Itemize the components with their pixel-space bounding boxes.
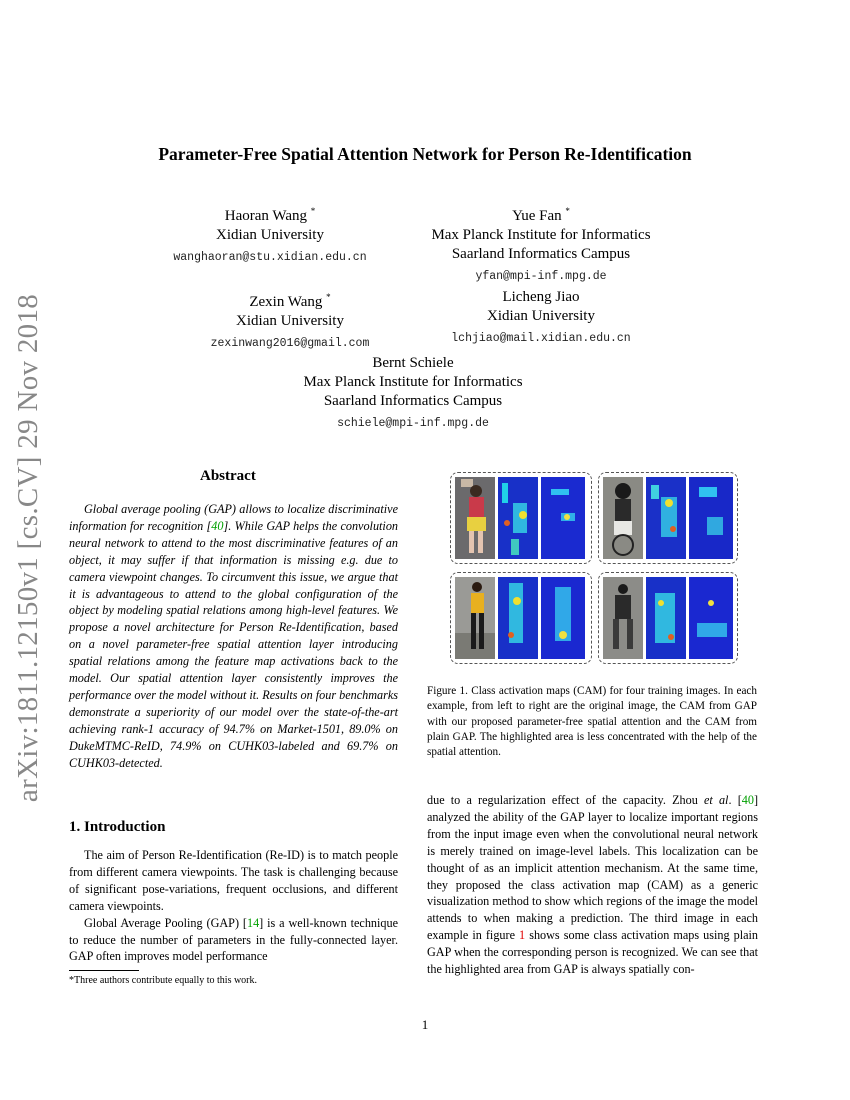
- cam-example-image: [599, 473, 737, 563]
- paragraph-text: . [: [728, 793, 742, 807]
- author-block: [400, 288, 682, 348]
- author-email[interactable]: schiele@mpi-inf.mpg.de: [337, 417, 489, 430]
- author-name: Haoran Wang: [224, 208, 307, 224]
- author-affiliation: Max Planck Institute for Informatics: [431, 227, 651, 243]
- author-mark: *: [326, 292, 331, 302]
- author-mark: *: [565, 206, 570, 216]
- author-block: [140, 202, 400, 267]
- figure-caption: Figure 1. Class activation maps (CAM) for four training images. In each example, from left to right are the original image, the CAM from GAP with our proposed parameter-free spatial attention and the CAM from plain GAP. The highlighted area is less concentrated with the help of the spatial attention.: [427, 685, 757, 759]
- paper-title: Parameter-Free Spatial Attention Network for Person Re-Identification: [158, 144, 692, 164]
- figure-panel: [598, 572, 738, 664]
- right-column-body: [427, 792, 758, 978]
- author-block: [0, 354, 826, 433]
- footnote-rule: [69, 970, 139, 971]
- cam-example-image: [451, 473, 591, 563]
- section-heading-introduction: 1. Introduction: [69, 819, 166, 835]
- author-affiliation: Xidian University: [236, 313, 344, 329]
- author-block: [160, 288, 420, 353]
- author-affiliation: Saarland Informatics Campus: [451, 246, 631, 262]
- cam-example-image: [451, 573, 591, 663]
- figure-panel: [450, 472, 592, 564]
- author-mark: *: [310, 206, 316, 216]
- author-email[interactable]: yfan@mpi-inf.mpg.de: [475, 270, 607, 283]
- figure-panel: [450, 572, 592, 664]
- abstract-text: ]. While GAP helps the convolution neural network to attend to the most discriminative features of an object, it may suffer if that information is missing e.g. due to camera viewpoint changes. To circumvent this issue, we argue that it is advantageous to attend to the global configuration of the object by modeling spatial relations among high-level features. We propose a novel architecture for Person Re-Identification, based on a novel parameter-free spatial attention layer introducing spatial relations among the feature map activations back to the model. Our spatial attention layer consistently improves the performance over the model without it. Results on four benchmarks demonstrate a superiority of our model over the state-of-the-art achieving rank-1 accuracy of 94.7% on Market-1501, 89.0% on DukeMTMC-ReID, 74.9% on CUHK03-labeled and 69.7% on CUHK03-detected.: [69, 518, 399, 770]
- author-email[interactable]: wanghaoran@stu.xidian.edu.cn: [173, 251, 367, 264]
- author-email[interactable]: zexinwang2016@gmail.com: [210, 337, 370, 350]
- citation-link[interactable]: 14: [246, 915, 260, 930]
- author-name: Licheng Jiao: [502, 289, 580, 305]
- author-name: Zexin Wang: [249, 294, 323, 310]
- paragraph-text: ] is a well-known technique to reduce the number of parameters in the fully-connected layer. GAP often improves model performance: [69, 915, 398, 964]
- abstract-text: Global average pooling (GAP) allows to localize discriminative information for recognition [: [69, 502, 398, 533]
- author-email[interactable]: lchjiao@mail.xidian.edu.cn: [451, 332, 631, 345]
- citation-link[interactable]: 40: [741, 793, 754, 807]
- paragraph-text: ] analyzed the ability of the GAP layer to localize important regions from the input image even when the convolutional neural network is merely trained on image-level labels. This localization can be thought of as an implicit attention mechanism. At the same time, they proposed the class activation map (CAM) as a generic visualization method to show which regions of the image the model attends to when making a prediction. The third image in each example in figure: [427, 793, 758, 943]
- figure-panel: [598, 472, 738, 564]
- author-name: Bernt Schiele: [372, 355, 454, 371]
- abstract-heading: Abstract: [200, 468, 256, 484]
- paragraph-text: shows some class activation maps using plain GAP when the corresponding person is recognized. We can see that the highlighted area from GAP is always spatially con-: [427, 928, 758, 977]
- figure-1: [450, 472, 738, 664]
- cam-example-image: [599, 573, 737, 663]
- arxiv-stamp: arXiv:1811.12150v1 [cs.CV] 29 Nov 2018: [12, 293, 44, 803]
- footnote: *Three authors contribute equally to this work.: [69, 975, 258, 986]
- paragraph: [69, 915, 398, 966]
- author-affiliation: Saarland Informatics Campus: [323, 393, 503, 409]
- paragraph-text: et al: [703, 793, 729, 807]
- intro-body: [69, 847, 398, 965]
- abstract-body: [69, 501, 398, 772]
- author-name: Yue Fan: [512, 208, 562, 224]
- author-block: [400, 202, 682, 286]
- author-affiliation: Max Planck Institute for Informatics: [303, 374, 523, 390]
- author-affiliation: Xidian University: [216, 227, 324, 243]
- figure-reference-link[interactable]: 1: [519, 928, 526, 943]
- paragraph: The aim of Person Re-Identification (Re-ID) is to match people from different camera viewpoints. The task is challenging because of significant pose-variations, frequent occlusions, and different camera viewpoints.: [69, 848, 398, 913]
- paragraph-text: due to a regularization effect of the capacity. Zhou: [427, 793, 704, 807]
- paragraph-text: Global Average Pooling (GAP) [: [84, 915, 247, 930]
- citation-link[interactable]: 40: [211, 518, 224, 533]
- author-affiliation: Xidian University: [487, 308, 595, 324]
- page-number: 1: [421, 1017, 429, 1032]
